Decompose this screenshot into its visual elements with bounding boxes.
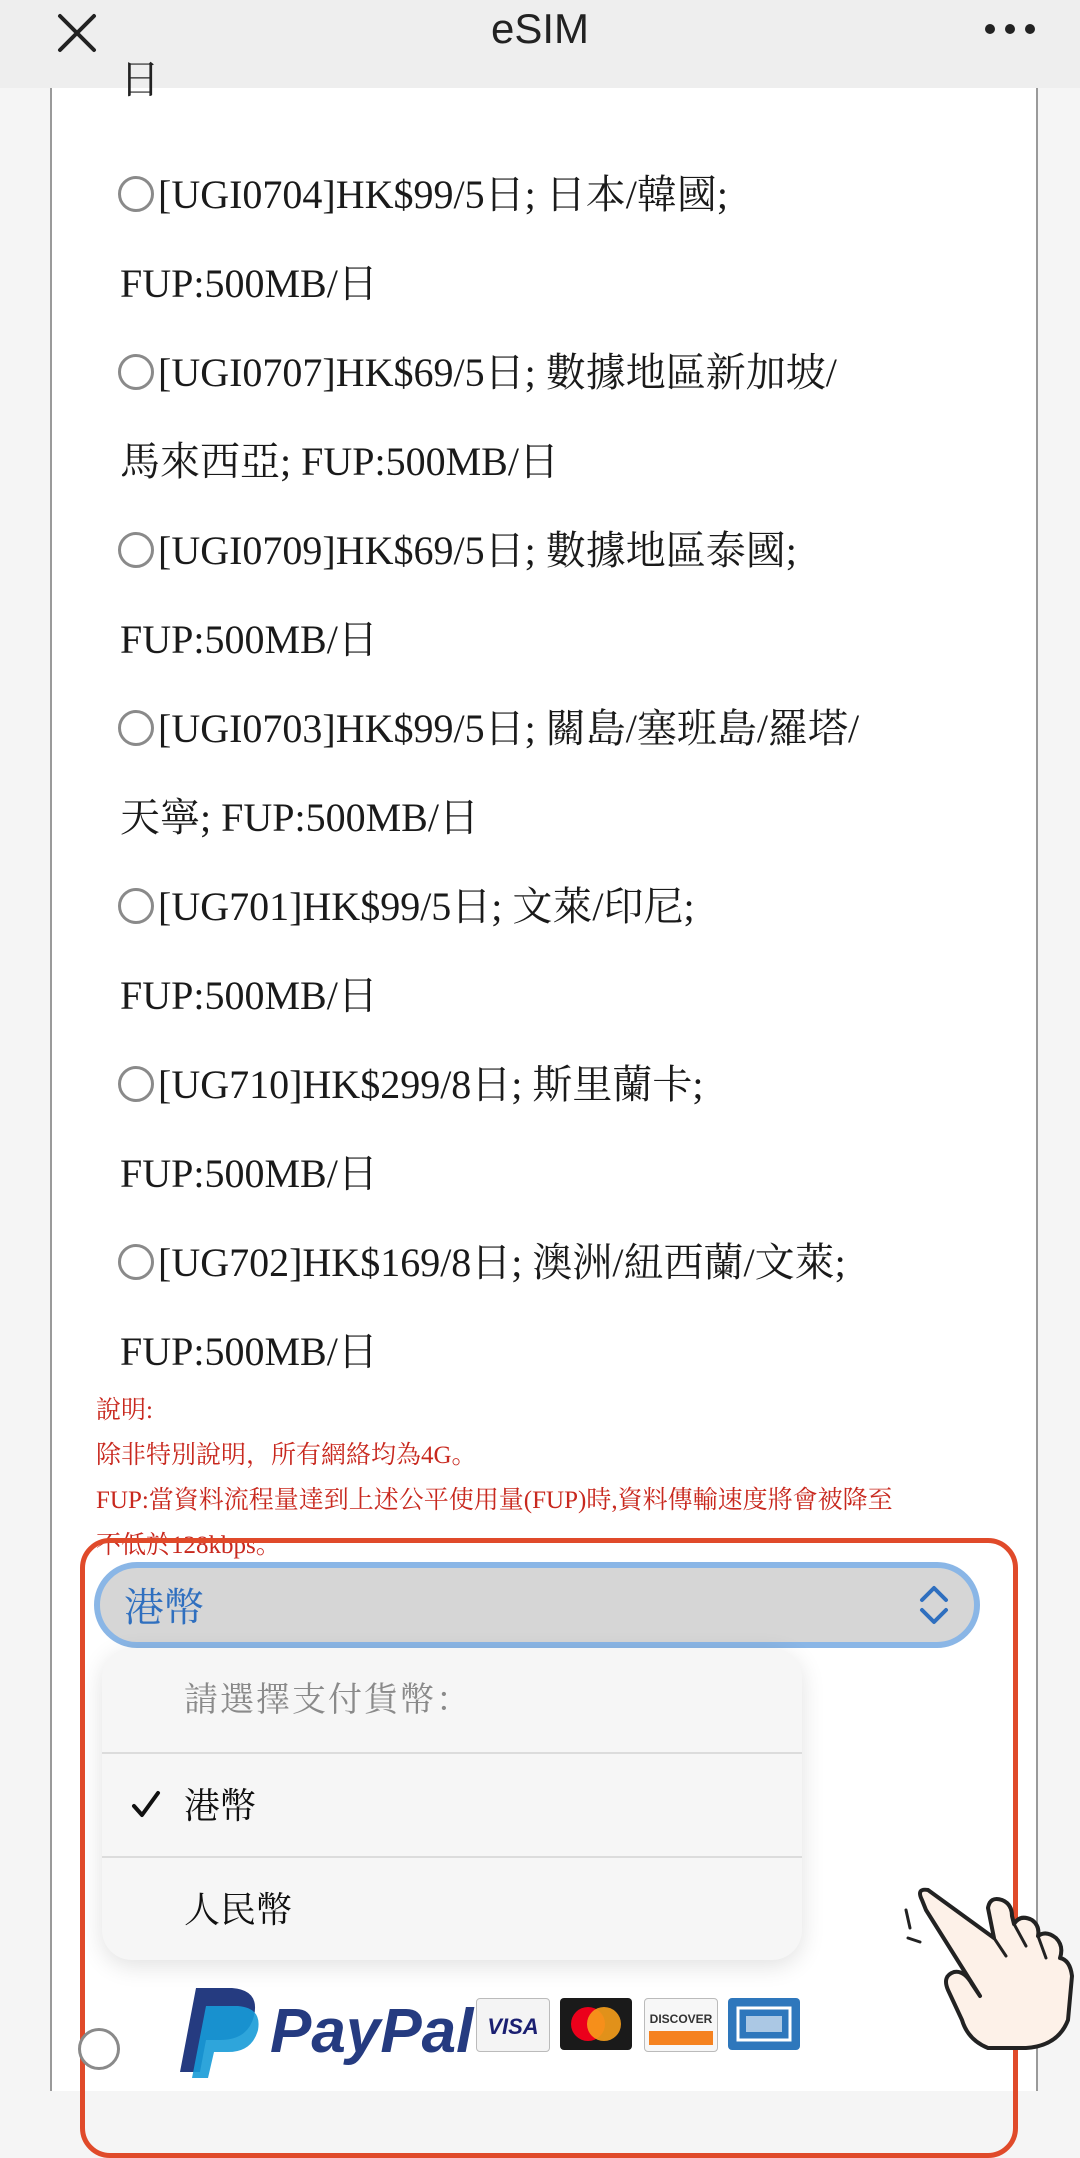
currency-select-value: 港幣	[124, 1586, 204, 1630]
radio-button[interactable]	[118, 710, 154, 746]
plan-line1: [UGI0704]HK$99/5日; 日本/韓國;	[158, 172, 728, 217]
menu-header: 請選擇支付貨幣：	[184, 1681, 472, 1719]
paypal-logo	[162, 1980, 522, 2080]
plan-option[interactable]	[120, 1218, 1020, 1396]
radio-button[interactable]	[118, 1244, 154, 1280]
payment-radio-button[interactable]	[78, 2028, 120, 2070]
notes-line: FUP:當資料流程量達到上述公平使用量(FUP)時,資料傳輸速度將會被降至	[96, 1487, 893, 1514]
svg-text:VISA: VISA	[487, 2014, 539, 2039]
top-bar	[0, 0, 1080, 88]
radio-button[interactable]	[118, 1066, 154, 1102]
plan-option[interactable]	[120, 1040, 1020, 1218]
visa-card-icon	[476, 1998, 550, 2052]
currency-select[interactable]	[94, 1562, 980, 1648]
plan-line2: FUP:500MB/日	[120, 973, 378, 1018]
menu-item-rmb[interactable]	[102, 1856, 802, 1960]
radio-button[interactable]	[118, 888, 154, 924]
radio-button[interactable]	[118, 532, 154, 568]
plan-option[interactable]	[120, 684, 1020, 862]
plan-option[interactable]	[120, 328, 1020, 506]
checkmark-icon	[130, 1788, 162, 1822]
partial-text: 日	[120, 57, 160, 102]
plan-line2: 馬來西亞; FUP:500MB/日	[120, 439, 559, 484]
notes-line: 除非特別說明，所有網絡均為4G。	[96, 1442, 477, 1469]
plan-line2: FUP:500MB/日	[120, 261, 378, 306]
more-icon[interactable]	[980, 4, 1040, 54]
menu-item-hkd[interactable]	[102, 1752, 802, 1856]
svg-text:DISCOVER: DISCOVER	[649, 2012, 713, 2026]
plan-line2: 天寧; FUP:500MB/日	[120, 795, 479, 840]
plan-list	[120, 150, 1020, 1396]
plan-line2: FUP:500MB/日	[120, 617, 378, 662]
page-content	[50, 57, 1038, 2091]
plan-option[interactable]	[120, 150, 1020, 328]
paypal-text: PayPal	[270, 1997, 474, 2066]
plan-option[interactable]	[120, 506, 1020, 684]
mastercard-icon	[560, 1998, 632, 2050]
plan-line2: FUP:500MB/日	[120, 1329, 378, 1374]
pointing-hand-icon	[908, 1880, 1078, 2050]
notes-heading: 說明:	[96, 1397, 153, 1424]
plan-line1: [UGI0707]HK$69/5日; 數據地區新加坡/	[158, 350, 837, 395]
plan-line1: [UG710]HK$299/8日; 斯里蘭卡;	[158, 1062, 704, 1107]
plan-line1: [UGI0703]HK$99/5日; 關島/塞班島/羅塔/	[158, 706, 860, 751]
notes-section	[96, 1388, 1016, 1568]
notes-line: 不低於128kbps。	[96, 1532, 281, 1559]
amex-card-icon	[728, 1998, 800, 2050]
updown-chevron-icon	[914, 1582, 954, 1628]
menu-item-label: 人民幣	[184, 1889, 293, 1930]
plan-option[interactable]	[120, 862, 1020, 1040]
currency-dropdown-menu	[102, 1648, 802, 1960]
plan-line2: FUP:500MB/日	[120, 1151, 378, 1196]
plan-line1: [UG701]HK$99/5日; 文萊/印尼;	[158, 884, 695, 929]
radio-button[interactable]	[118, 176, 154, 212]
page-title: eSIM	[490, 5, 590, 52]
plan-line1: [UGI0709]HK$69/5日; 數據地區泰國;	[158, 528, 797, 573]
discover-card-icon	[644, 1998, 718, 2052]
menu-item-label: 港幣	[184, 1785, 257, 1826]
radio-button[interactable]	[118, 354, 154, 390]
plan-line1: [UG702]HK$169/8日; 澳洲/紐西蘭/文萊;	[158, 1240, 846, 1285]
